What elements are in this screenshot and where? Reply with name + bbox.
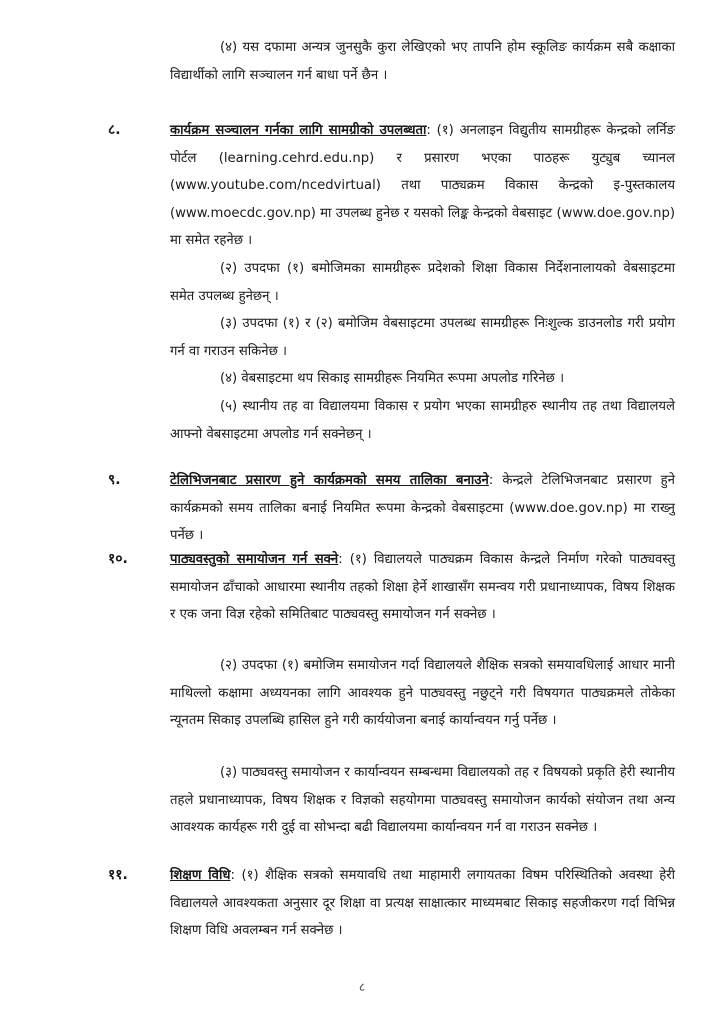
section-8-heading: कार्यक्रम सञ्चालन गर्नका लागि सामग्रीको उपलब्धता <box>170 123 427 138</box>
section-9-heading: टेलिभिजनबाट प्रसारण हुने कार्यक्रमको समय तालिका बनाउने <box>170 473 489 488</box>
section-10-paragraph-1 <box>170 546 675 629</box>
section-11-heading-suffix: : <box>230 868 242 883</box>
section-10-paragraph-3: (३) पाठ्यवस्तु समायोजन र कार्यान्वयन सम्बन्धमा विद्यालयको तह र विषयको प्रकृति हेरी स्थानीय तहले प्रधानाध्यापक, विषय शिक्षक र विज्ञको सहयोगमा पाठ्यवस्तु समायोजन कार्यको संयोजन तथा अन्य आवश्यक कार्यहरू गरी दुई वा सोभन्दा बढी विद्यालयमा कार्यान्वयन गर्न वा गराउन सक्नेछ । <box>170 765 675 836</box>
section-9-text-1: केन्द्रले टेलिभिजनबाट प्रसारण हुने कार्यक्रमको समय तालिका बनाई नियमित रूपमा केन्द्रको वेबसाइटमा (www.doe.gov.np) मा राख्नु पर्नेछ । <box>170 473 675 544</box>
section-9-heading-suffix: : <box>488 473 503 488</box>
section-11-paragraph-1 <box>170 862 675 945</box>
section-10-text-1: (१) विद्यालयले पाठ्यक्रम विकास केन्द्रले निर्माण गरेको पाठ्यवस्तु समायोजन ढाँचाको आधारमा स्थानीय तहको शिक्षा हेर्ने शाखासँग समन्वय गरी प्रधानाध्यापक, विषय शिक्षक र एक जना विज्ञ रहेको समितिबाट पाठ्यवस्तु समायोजन गर्न सक्नेछ । <box>170 552 675 623</box>
section-8-paragraph-3: (३) उपदफा (१) र (२) बमोजिम वेबसाइटमा उपलब्ध सामग्रीहरू निःशुल्क डाउनलोड गरी प्रयोग गर्न वा गराउन सकिनेछ । <box>170 316 675 359</box>
section-10-heading-suffix: : <box>338 552 350 567</box>
section-10-paragraph-2: (२) उपदफा (१) बमोजिम समायोजन गर्दा विद्यालयले शैक्षिक सत्रको समयावधिलाई आधार मानी माथिल्लो कक्षामा अध्ययनका लागि आवश्यक हुने पाठ्यवस्तु नछुट्ने गरी विषयगत पाठ्यक्रमले तोकेका न्यूनतम सिकाइ उपलब्धि हासिल हुने गरी कार्ययोजना बनाई कार्यान्वयन गर्नु पर्नेछ । <box>170 658 675 729</box>
page-number: ८ <box>358 980 366 994</box>
section-11-heading: शिक्षण विधि <box>170 868 231 883</box>
section-8-heading-suffix: : <box>426 123 437 138</box>
section-8-number: ८. <box>108 122 121 138</box>
section-10-number: १०. <box>108 551 128 567</box>
section-9-paragraph-1 <box>170 467 675 550</box>
section-11-number: ११. <box>108 867 128 883</box>
section-8-paragraph-1 <box>170 117 675 255</box>
section-8-paragraph-2: (२) उपदफा (१) बमोजिमका सामग्रीहरू प्रदेशको शिक्षा विकास निर्देशनालायको वेबसाइटमा समेत उपलब्ध हुनेछन् । <box>170 261 675 304</box>
section-9-number: ९. <box>108 472 121 488</box>
section-11-text-1: (१) शैक्षिक सत्रको समयावधि तथा माहामारी लगायतका विषम परिस्थितिको अवस्था हेरी विद्यालयले आवश्यकता अनुसार दूर शिक्षा वा प्रत्यक्ष साक्षात्कार माध्यमबाट सिकाइ सहजीकरण गर्दा विभिन्न शिक्षण विधि अवलम्बन गर्न सक्नेछ । <box>170 868 675 939</box>
section-10-heading: पाठ्यवस्तुको समायोजन गर्न सक्ने <box>170 552 339 567</box>
section-8-paragraph-5: (५) स्थानीय तह वा विद्यालयमा विकास र प्रयोग भएका सामग्रीहरु स्थानीय तह तथा विद्यालयले आफ्नो वेबसाइटमा अपलोड गर्न सक्नेछन् । <box>170 399 675 442</box>
continuation-paragraph: (४) यस दफामा अन्यत्र जुनसुकै कुरा लेखिएको भए तापनि होम स्कूलिङ कार्यक्रम सबै कक्षाका विद्यार्थीको लागि सञ्चालन गर्न बाधा पर्ने छैन । <box>170 40 675 83</box>
section-8-paragraph-4: (४) वेबसाइटमा थप सिकाइ सामग्रीहरू नियमित रूपमा अपलोड गरिनेछ । <box>220 371 565 386</box>
section-8-text-1: (१) अनलाइन विद्युतीय सामग्रीहरू केन्द्रको लर्निङ पोर्टल (learning.cehrd.edu.np) र प्रसारण भएका पाठहरू युट्युब च्यानल (www.youtube.com/ncedvirtual) तथा पाठ्यक्रम विकास केन्द्रको इ-पुस्तकालय (www.moecdc.gov.np) मा उपलब्ध हुनेछ र यसको लिङ्क केन्द्रको वेबसाइट (www.doe.gov.np) मा समेत रहनेछ । <box>170 123 675 249</box>
